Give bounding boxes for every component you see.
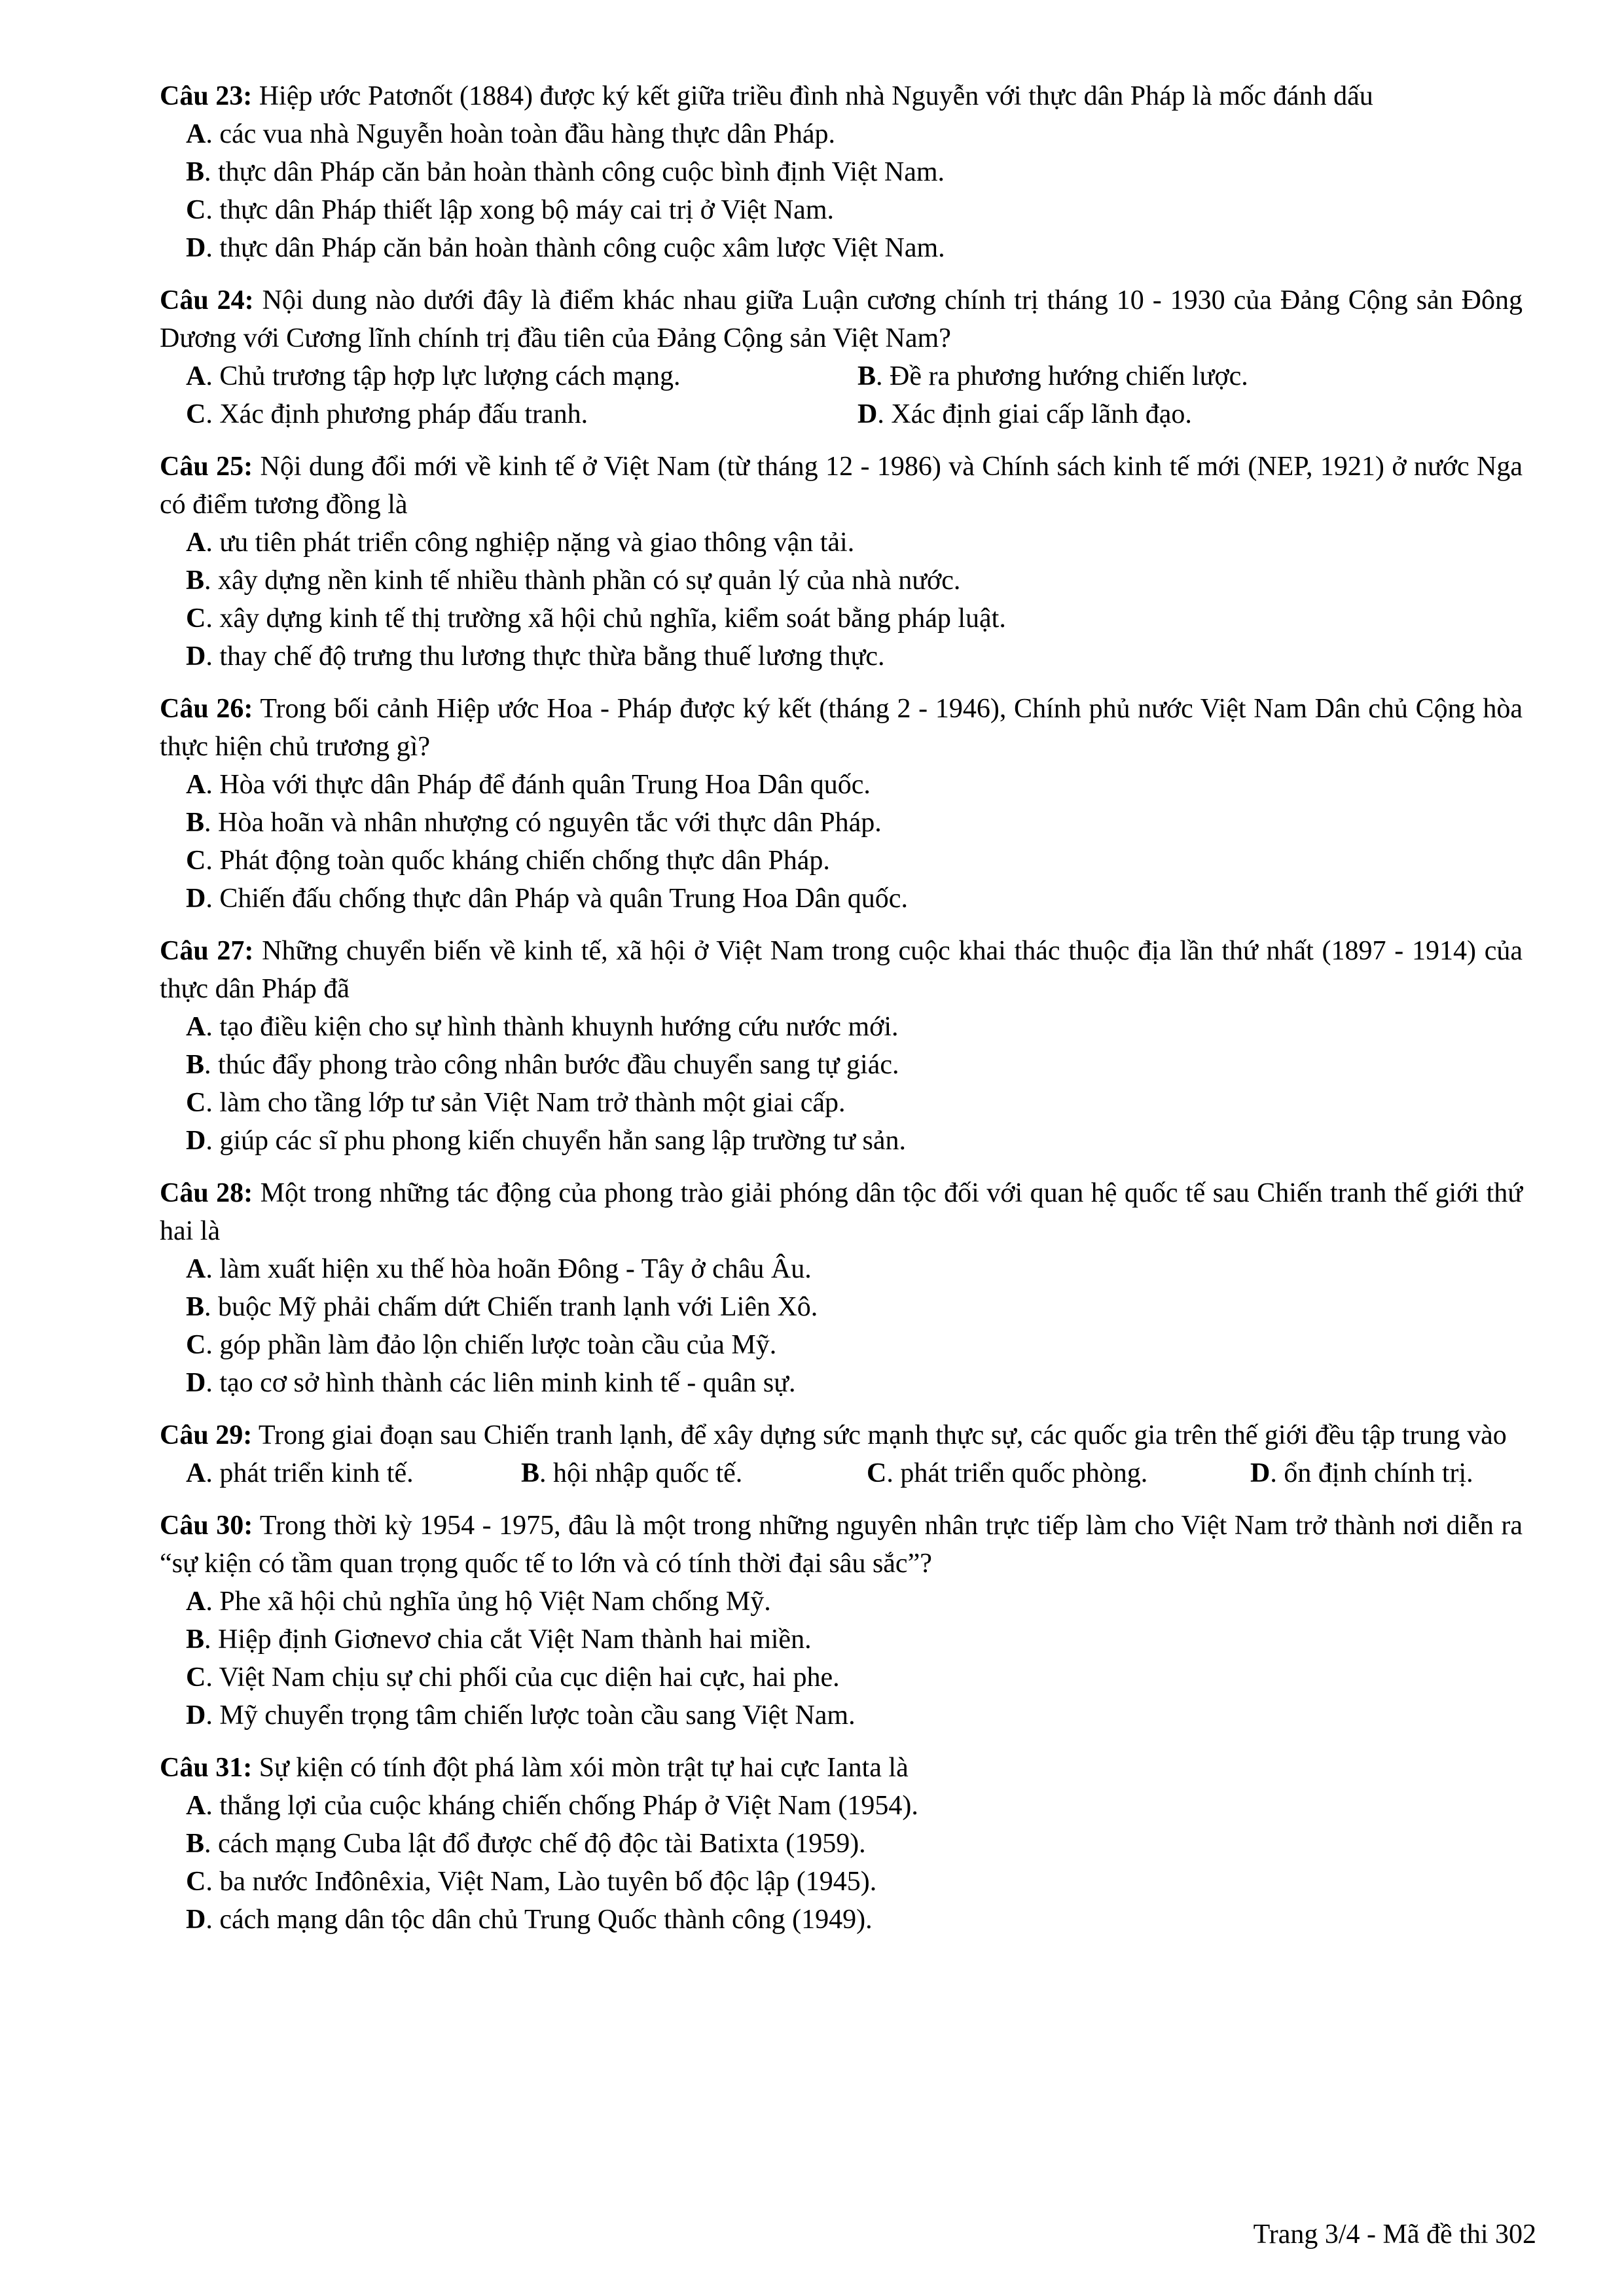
option-b: B. Hiệp định Giơnevơ chia cắt Việt Nam thành hai miền. [186,1624,812,1655]
option-a: A. Hòa với thực dân Pháp để đánh quân Trung Hoa Dân quốc. [186,770,871,800]
option-b: B. thực dân Pháp căn bản hoàn thành công cuộc bình định Việt Nam. [186,157,945,187]
option-c: C. xây dựng kinh tế thị trường xã hội chủ nghĩa, kiểm soát bằng pháp luật. [186,603,1006,634]
question-stem [160,77,1523,115]
option-c: C. ba nước Inđônêxia, Việt Nam, Lào tuyên bố độc lập (1945). [186,1867,877,1897]
option-d: D. Xác định giai cấp lãnh đạo. [857,399,1192,429]
option-b: B. xây dựng nền kinh tế nhiều thành phần có sự quản lý của nhà nước. [186,565,961,596]
option-c: C. góp phần làm đảo lộn chiến lược toàn cầu của Mỹ. [186,1330,777,1360]
question-text: Sự kiện có tính đột phá làm xói mòn trật tự hai cực Ianta là [252,1753,909,1783]
question-text: Nội dung nào dưới đây là điểm khác nhau giữa Luận cương chính trị tháng 10 - 1930 của Đảng Cộng sản Đông Dương với Cương lĩnh chính trị đầu tiên của Đảng Cộng sản Việt Nam? [160,285,1523,353]
option-c: C. thực dân Pháp thiết lập xong bộ máy cai trị ở Việt Nam. [186,195,834,225]
question-number: Câu 27: [160,936,254,966]
option-a: A. các vua nhà Nguyễn hoàn toàn đầu hàng thực dân Pháp. [186,119,835,149]
question-27 [160,932,1523,1160]
options-row [160,1454,1523,1492]
question-text: Nội dung đổi mới về kinh tế ở Việt Nam (từ tháng 12 - 1986) và Chính sách kinh tế mới (NEP, 1921) ở nước Nga có điểm tương đồng là [160,452,1523,520]
question-stem [160,448,1523,524]
option-a: A. ưu tiên phát triển công nghiệp nặng và giao thông vận tải. [186,528,855,558]
question-number: Câu 28: [160,1178,253,1208]
option-a: A. thắng lợi của cuộc kháng chiến chống Pháp ở Việt Nam (1954). [186,1791,918,1821]
question-31 [160,1749,1523,1939]
question-text: Những chuyển biến về kinh tế, xã hội ở Việt Nam trong cuộc khai thác thuộc địa lần thứ nhất (1897 - 1914) của thực dân Pháp đã [160,936,1523,1004]
option-d: D. Mỹ chuyển trọng tâm chiến lược toàn cầu sang Việt Nam. [186,1700,856,1731]
question-26 [160,690,1523,918]
option-a: A. tạo điều kiện cho sự hình thành khuynh hướng cứu nước mới. [186,1012,899,1042]
option-b: B. Đề ra phương hướng chiến lược. [857,361,1248,391]
option-b: B. thúc đẩy phong trào công nhân bước đầu chuyển sang tự giác. [186,1050,899,1080]
question-25 [160,448,1523,675]
option-d: D. tạo cơ sở hình thành các liên minh kinh tế - quân sự. [186,1368,796,1398]
question-29 [160,1416,1523,1492]
option-b: B. Hòa hoãn và nhân nhượng có nguyên tắc với thực dân Pháp. [186,808,882,838]
option-d: D. giúp các sĩ phu phong kiến chuyển hẳn sang lập trường tư sản. [186,1126,907,1156]
option-b: B. buộc Mỹ phải chấm dứt Chiến tranh lạnh với Liên Xô. [186,1292,818,1322]
question-23 [160,77,1523,267]
option-d: D. cách mạng dân tộc dân chủ Trung Quốc thành công (1949). [186,1905,873,1935]
option-c: C. phát triển quốc phòng. [867,1458,1148,1488]
question-stem [160,932,1523,1008]
question-stem [160,1416,1523,1454]
option-a: A. Phe xã hội chủ nghĩa ủng hộ Việt Nam chống Mỹ. [186,1587,771,1617]
page-footer: Trang 3/4 - Mã đề thi 302 [1253,2219,1536,2250]
question-number: Câu 23: [160,81,253,111]
option-a: A. làm xuất hiện xu thế hòa hoãn Đông - Tây ở châu Âu. [186,1254,812,1284]
question-24 [160,281,1523,433]
question-30 [160,1507,1523,1734]
option-a: A. Chủ trương tập hợp lực lượng cách mạng. [186,361,681,391]
question-number: Câu 25: [160,452,253,482]
question-28 [160,1174,1523,1402]
option-a: A. phát triển kinh tế. [186,1458,414,1488]
question-text: Hiệp ước Patơnốt (1884) được ký kết giữa triều đình nhà Nguyễn với thực dân Pháp là mốc đánh dấu [252,81,1373,111]
question-stem [160,690,1523,766]
question-number: Câu 30: [160,1511,253,1541]
option-c: C. Việt Nam chịu sự chi phối của cục diện hai cực, hai phe. [186,1662,840,1693]
option-c: C. làm cho tầng lớp tư sản Việt Nam trở thành một giai cấp. [186,1088,846,1118]
option-d: D. thực dân Pháp căn bản hoàn thành công cuộc xâm lược Việt Nam. [186,233,945,263]
exam-page [160,77,1523,1953]
option-d: D. Chiến đấu chống thực dân Pháp và quân Trung Hoa Dân quốc. [186,884,908,914]
options-grid [160,357,1523,433]
question-number: Câu 31: [160,1753,253,1783]
question-stem [160,1507,1523,1583]
option-c: C. Xác định phương pháp đấu tranh. [186,399,588,429]
option-d: D. ổn định chính trị. [1250,1458,1473,1488]
option-d: D. thay chế độ trưng thu lương thực thừa bằng thuế lương thực. [186,641,885,672]
question-stem [160,1174,1523,1250]
question-stem [160,1749,1523,1787]
question-stem [160,281,1523,357]
option-b: B. cách mạng Cuba lật đổ được chế độ độc tài Batixta (1959). [186,1829,866,1859]
question-number: Câu 26: [160,694,253,724]
question-number: Câu 24: [160,285,254,315]
question-text: Một trong những tác động của phong trào giải phóng dân tộc đối với quan hệ quốc tế sau Chiến tranh thế giới thứ hai là [160,1178,1523,1246]
question-number: Câu 29: [160,1420,253,1450]
question-text: Trong giai đoạn sau Chiến tranh lạnh, để xây dựng sức mạnh thực sự, các quốc gia trên thế giới đều tập trung vào [252,1420,1507,1450]
question-text: Trong bối cảnh Hiệp ước Hoa - Pháp được ký kết (tháng 2 - 1946), Chính phủ nước Việt Nam Dân chủ Cộng hòa thực hiện chủ trương gì? [160,694,1523,762]
option-c: C. Phát động toàn quốc kháng chiến chống thực dân Pháp. [186,846,830,876]
question-text: Trong thời kỳ 1954 - 1975, đâu là một trong những nguyên nhân trực tiếp làm cho Việt Nam trở thành nơi diễn ra “sự kiện có tầm quan trọng quốc tế to lớn và có tính thời đại sâu sắc”? [160,1511,1523,1579]
option-b: B. hội nhập quốc tế. [521,1458,743,1488]
